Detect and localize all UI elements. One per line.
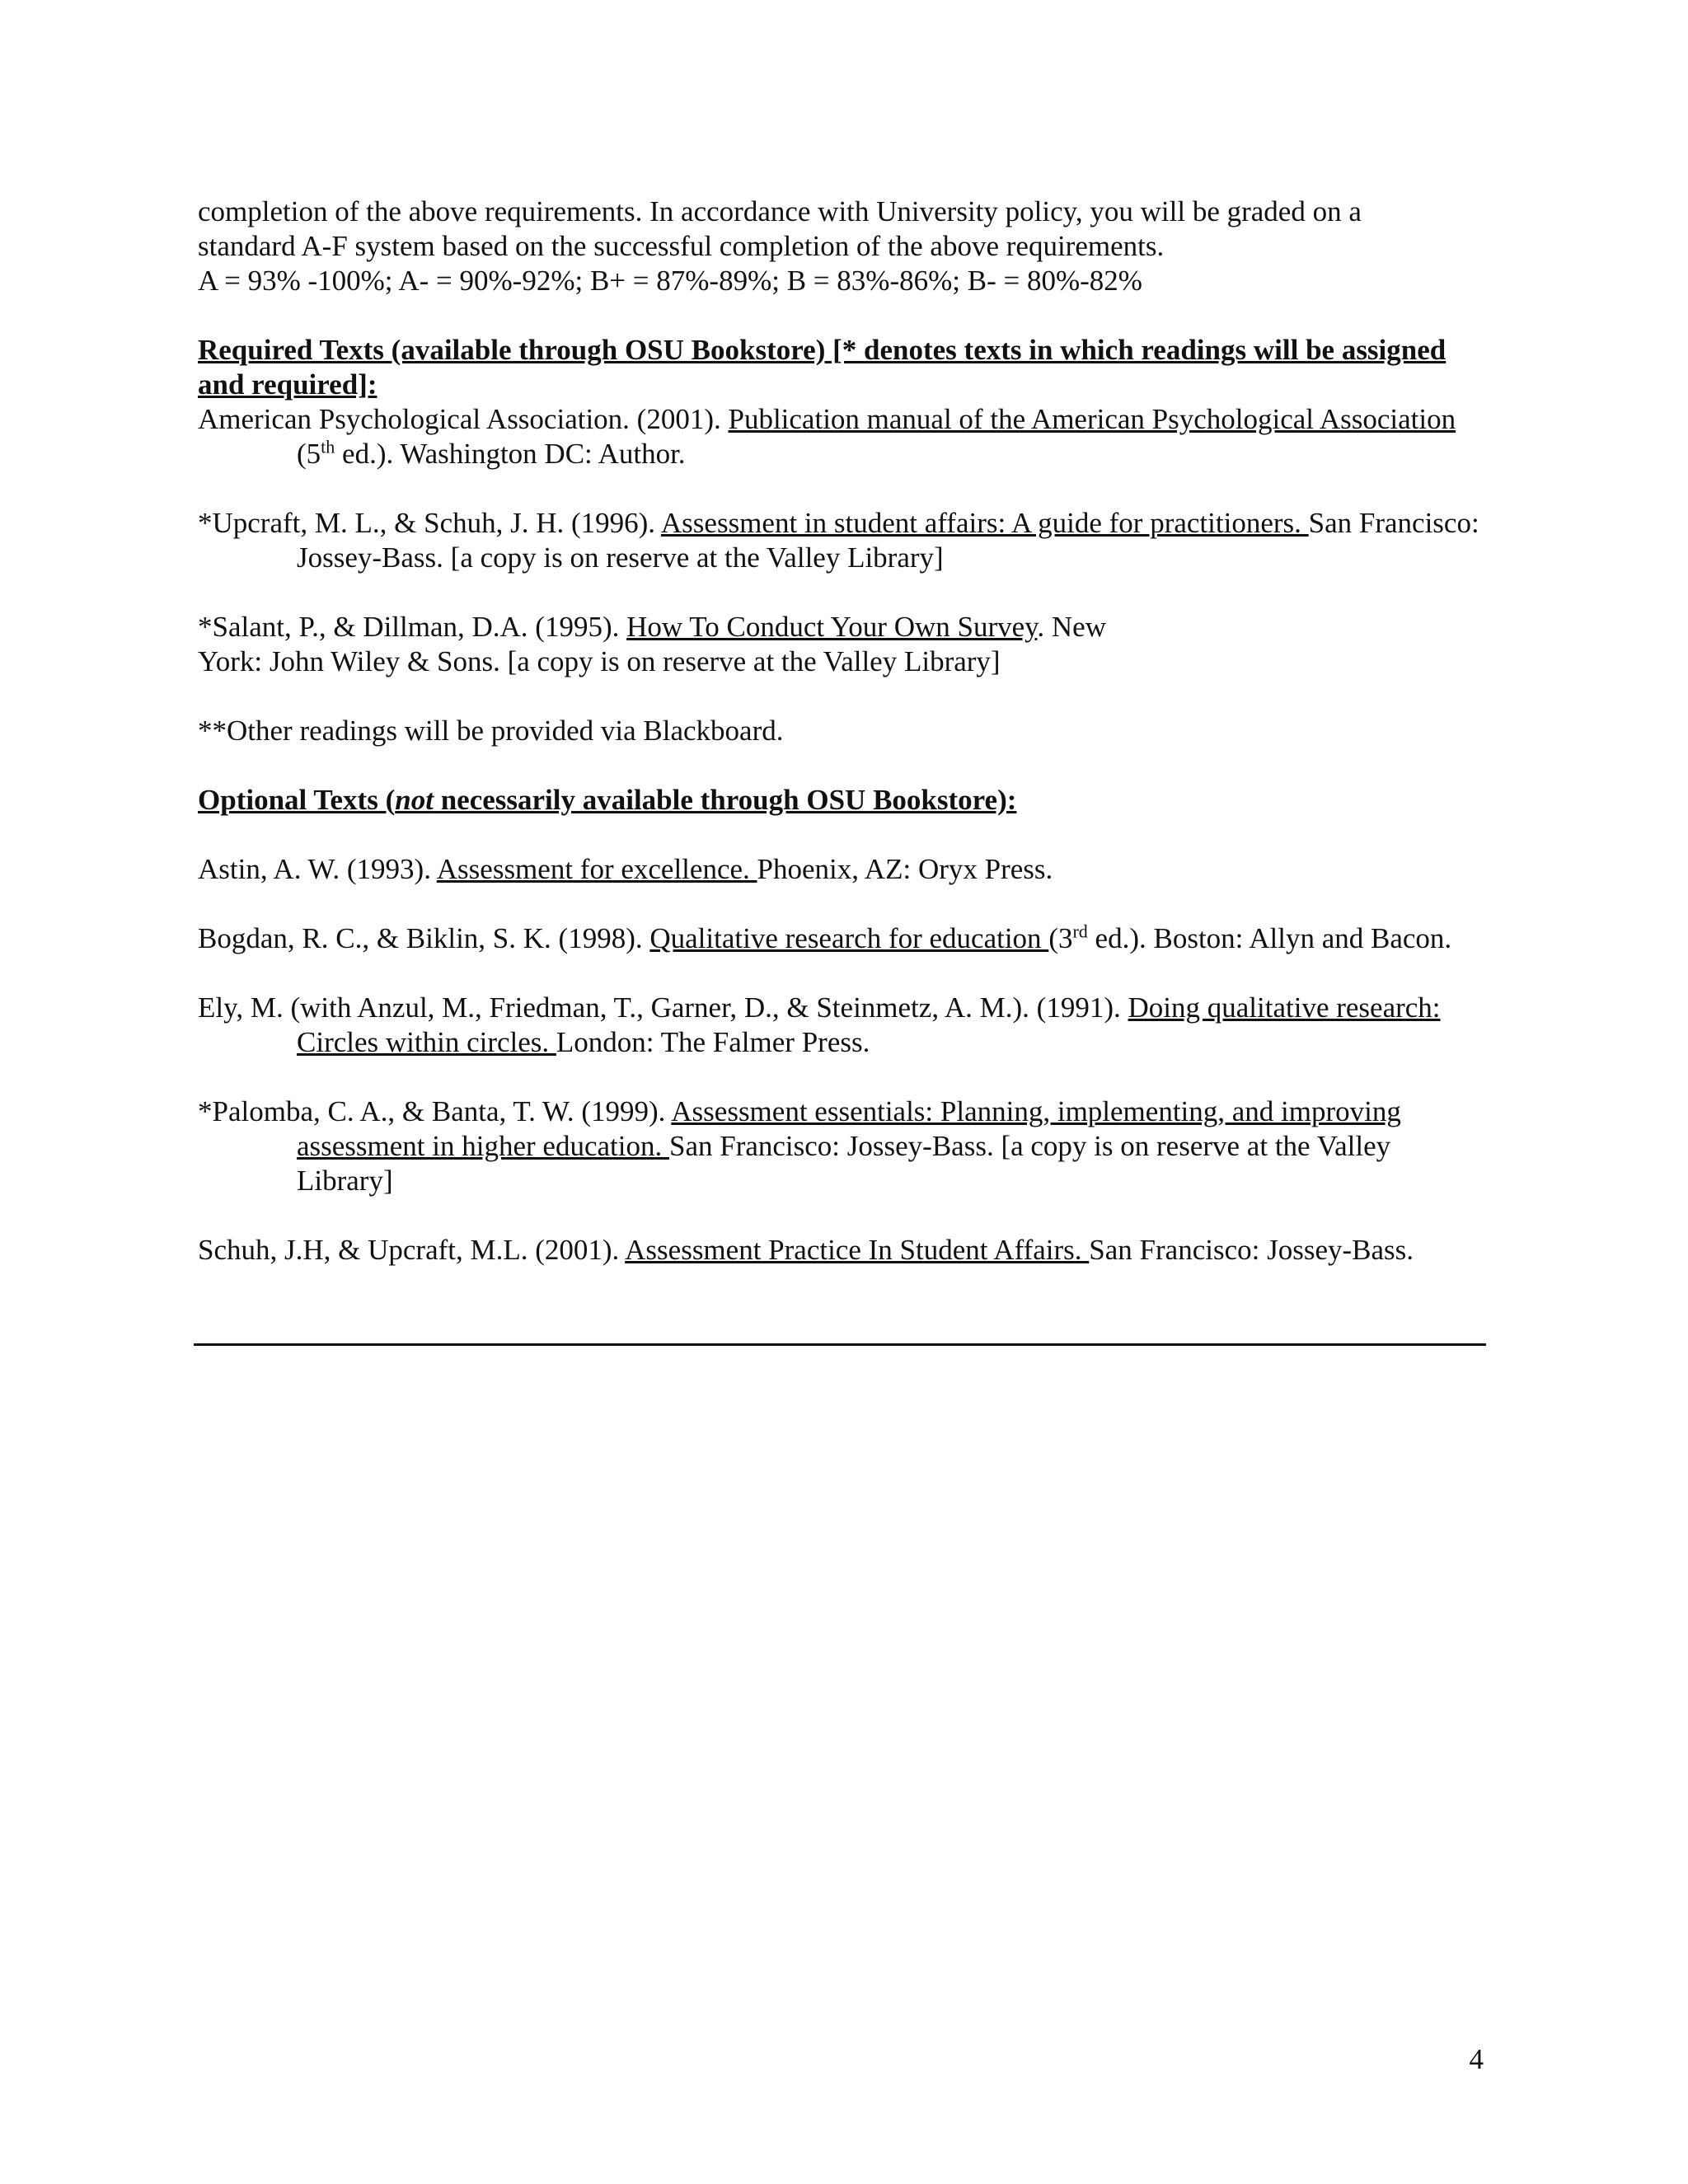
reference-title: Assessment Practice In Student Affairs. — [625, 1234, 1090, 1266]
intro-line-1: completion of the above requirements. In accordance with University policy, you will be graded on a — [198, 195, 1362, 227]
reference-schuh-upcraft — [198, 1233, 1484, 1268]
reference-publisher: London: The Falmer Press. — [556, 1026, 870, 1058]
reference-author: *Salant, P., & Dillman, D.A. (1995). — [198, 611, 627, 643]
grading-scale: A = 93% -100%; A- = 90%-92%; B+ = 87%-89%; B = 83%-86%; B- = 80%-82% — [198, 265, 1142, 297]
reference-publisher: ed.). Boston: Allyn and Bacon. — [1087, 922, 1452, 954]
reference-title: Doing qualitative research: Circles within circles. — [297, 991, 1441, 1058]
reference-salant-dillman — [198, 610, 1484, 679]
reference-author: Ely, M. (with Anzul, M., Friedman, T., Garner, D., & Steinmetz, A. M.). (1991). — [198, 991, 1128, 1024]
reference-apa — [198, 402, 1484, 471]
reference-palomba-banta — [198, 1094, 1484, 1198]
reference-author: *Upcraft, M. L., & Schuh, J. H. (1996). — [198, 507, 661, 539]
reference-publisher: San Francisco: Jossey-Bass. [a copy is on reserve at the Valley Library] — [297, 507, 1479, 574]
reference-bogdan-biklin — [198, 921, 1484, 956]
reference-title: Assessment essentials: Planning, implementing, and improving assessment in higher education. — [297, 1095, 1401, 1162]
reference-upcraft-schuh — [198, 506, 1484, 575]
reference-author: Astin, A. W. (1993). — [198, 853, 437, 885]
superscript: rd — [1072, 921, 1088, 942]
reference-edition: (3 — [1048, 922, 1073, 954]
reference-author: Bogdan, R. C., & Biklin, S. K. (1998). — [198, 922, 650, 954]
other-readings-note: **Other readings will be provided via Blackboard. — [198, 715, 784, 747]
horizontal-divider — [194, 1343, 1486, 1346]
reference-title: How To Conduct Your Own Survey — [626, 611, 1038, 643]
reference-publisher: Phoenix, AZ: Oryx Press. — [757, 853, 1053, 885]
reference-author: *Palomba, C. A., & Banta, T. W. (1999). — [198, 1095, 672, 1127]
optional-texts-heading: Optional Texts (not necessarily available through OSU Bookstore): — [198, 784, 1017, 816]
reference-title: Assessment for excellence. — [436, 853, 757, 885]
reference-publisher: San Francisco: Jossey-Bass. [a copy is on reserve at the Valley Library] — [297, 1130, 1391, 1197]
superscript: th — [321, 436, 335, 457]
emphasis-not: not — [395, 784, 434, 816]
reference-publisher: ed.). Washington DC: Author. — [335, 438, 686, 470]
reference-continuation: . New — [1037, 611, 1106, 643]
document-body — [198, 194, 1484, 1268]
reference-title: Publication manual of the American Psychological Association — [728, 403, 1456, 435]
reference-astin — [198, 852, 1484, 887]
required-texts-heading: Required Texts (available through OSU Bookstore) [* denotes texts in which readings will be assigned and required]: — [198, 334, 1447, 401]
intro-line-2: standard A-F system based on the successful completion of the above requirements. — [198, 230, 1165, 262]
reference-author: Schuh, J.H, & Upcraft, M.L. (2001). — [198, 1234, 626, 1266]
reference-publisher: York: John Wiley & Sons. [a copy is on reserve at the Valley Library] — [198, 645, 1001, 677]
intro-paragraph — [198, 194, 1484, 298]
reference-publisher: San Francisco: Jossey-Bass. — [1089, 1234, 1414, 1266]
page-number: 4 — [1469, 2043, 1484, 2075]
reference-ely — [198, 991, 1484, 1060]
reference-edition: (5 — [297, 438, 321, 470]
reference-title: Qualitative research for education — [649, 922, 1049, 954]
reference-title: Assessment in student affairs: A guide for practitioners. — [660, 507, 1309, 539]
reference-author: American Psychological Association. (2001). — [198, 403, 729, 435]
